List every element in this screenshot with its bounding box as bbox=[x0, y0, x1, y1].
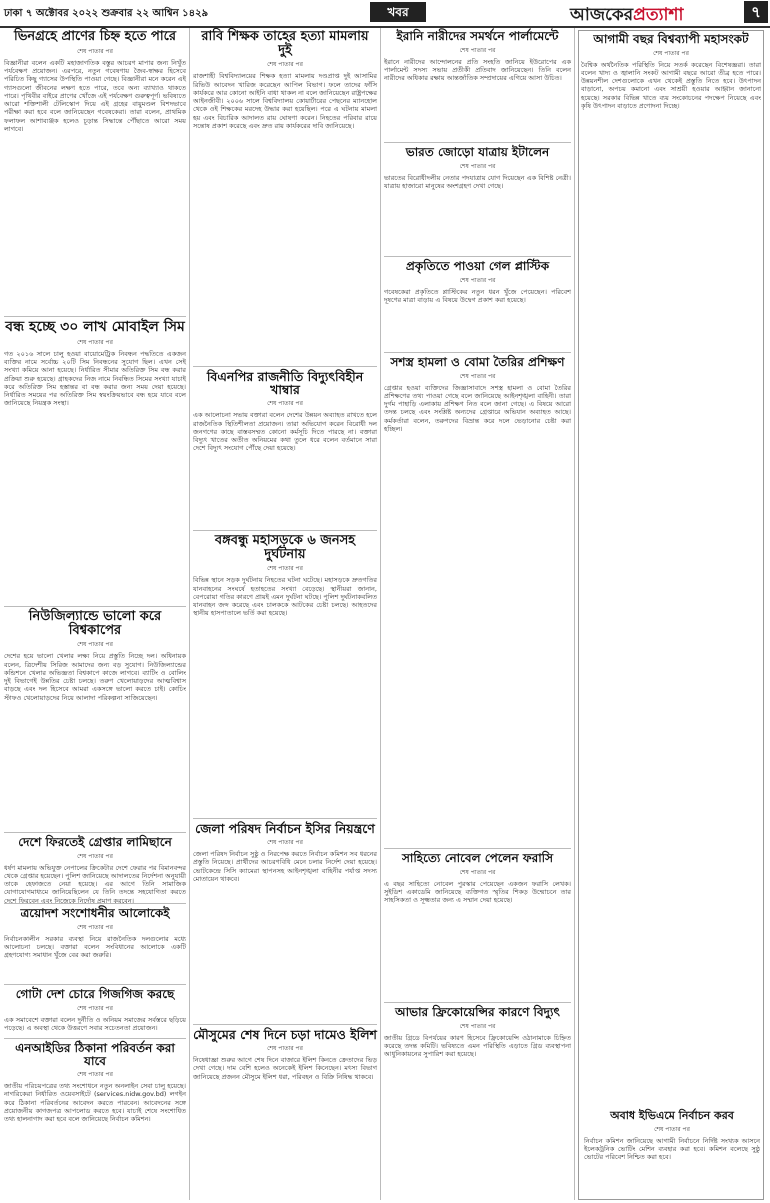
article-body: গবেষকেরা প্রকৃতিতে প্লাস্টিকের নতুন ধরন খুঁজে পেয়েছেন। পরিবেশ দূষণের মাত্রা বাড়ায় এ বিষয়ে উদ্বেগ প্রকাশ করা হয়েছে। bbox=[384, 287, 571, 304]
article-body: গত ২০১৬ সালে চালু হওয়া বায়োমেট্রিক নিবন্ধন পদ্ধতিতে একজন ব্যক্তির নামে সর্বোচ্চ ২০টি সিম নিবন্ধনের সুযোগ ছিল। এখন সেই সংখ্যা কমিয়ে আনা হয়েছে। নির্ধারিত সীমার অতিরিক্ত সিম বন্ধ করার প্রক্রিয়া শুরু হয়েছে। গ্রাহকদের নিজ নামে নিবন্ধিত সিমের সংখ্যা যাচাই করে অতিরিক্ত সিম হস্তান্তর বা বন্ধ করার জন্য সময় দেয়া হয়েছে। নির্ধারিত সময়ের পর অতিরিক্ত সিম স্বয়ংক্রিয়ভাবে বন্ধ হয়ে যাবে বলে জানিয়েছে নিয়ন্ত্রক সংস্থা। bbox=[4, 349, 186, 408]
continuation-note: শেষ পাতার পর bbox=[459, 162, 496, 170]
continuation-note: শেষ পাতার পর bbox=[267, 839, 303, 847]
article-headline: ইরানি নারীদের সমর্থনে পার্লামেন্টে bbox=[396, 29, 559, 43]
continuation-note: শেষ পাতার পর bbox=[459, 1022, 496, 1030]
article-headline: সাহিত্যে নোবেল পেলেন ফরাসি bbox=[401, 851, 554, 865]
article-headline: সশস্ত্র হামলা ও বোমা তৈরির প্রশিক্ষণ bbox=[390, 355, 565, 369]
continuation-note: শেষ পাতার পর bbox=[267, 400, 303, 408]
section-divider bbox=[4, 316, 186, 317]
section-divider bbox=[193, 530, 377, 531]
article-headline: বন্ধ হচ্ছে ৩০ লাখ মোবাইল সিম bbox=[5, 319, 185, 335]
article-body: এক সমাবেশে বক্তারা বলেন দুর্নীতি ও অনিয়ম সমাজের সর্বস্তরে ছড়িয়ে পড়েছে। এ অবস্থা থেকে উত্তরণে সবার সচেতনতা প্রয়োজন। bbox=[4, 1015, 186, 1032]
section-divider bbox=[4, 903, 186, 904]
continuation-note: শেষ পাতার পর bbox=[77, 641, 113, 649]
column-rule bbox=[574, 28, 575, 1200]
article-body: ইরানে নারীদের আন্দোলনের প্রতি সংহতি জানিয়ে ইউরোপের এক পার্লামেন্ট সদস্য সভায় প্রতীকী প্রতিবাদ জানিয়েছেন। তিনি বলেন নারীদের অধিকার রক্ষায় আন্তর্জাতিক সম্প্রদায়ের এগিয়ে আসা উচিত। bbox=[384, 57, 571, 83]
date-line: ঢাকা ৭ অক্টোবর ২০২২ শুক্রবার ২২ আশ্বিন ১৪২৯ bbox=[4, 8, 209, 19]
section-divider bbox=[193, 366, 377, 367]
section-divider bbox=[193, 1024, 377, 1025]
article-headline: ভিনগ্রহে প্রাণের চিহ্ন হতে পারে bbox=[14, 29, 176, 44]
newspaper-logo bbox=[570, 2, 683, 30]
continuation-note: শেষ পাতার পর bbox=[77, 852, 113, 860]
continuation-note: শেষ পাতার পর bbox=[77, 47, 113, 55]
section-divider bbox=[384, 848, 571, 849]
article-body: দেশের হয়ে ভালো খেলার লক্ষ্য নিয়ে প্রস্তুতি নিচ্ছে দল। অধিনায়ক বলেন, ত্রিদেশীয় সিরিজ আমাদের জন্য বড় সুযোগ। নিউজিল্যান্ডের কন্ডিশনে খেলার অভিজ্ঞতা বিশ্বকাপে কাজে লাগবে। ব্যাটিং ও বোলিং দুই বিভাগেই উন্নতির চেষ্টা চলছে। তরুণ খেলোয়াড়দের আত্মবিশ্বাস বাড়ছে এবং দল হিসেবে আমরা একসঙ্গে ভালো করতে চাই। কোচিং স্টাফও খেলোয়াড়দের নিয়ে আলাদা পরিকল্পনা সাজিয়েছেন। bbox=[4, 652, 186, 702]
article-headline: বিএনপির রাজনীতি বিদ্যুৎবিহীন খাম্বার bbox=[206, 369, 364, 398]
article-headline: অবাধ ইভিএমে নির্বাচন করব bbox=[610, 1109, 734, 1122]
section-divider bbox=[4, 984, 186, 985]
section-divider bbox=[384, 1002, 571, 1003]
continuation-note: শেষ পাতার পর bbox=[459, 276, 496, 284]
continuation-note: শেষ পাতার পর bbox=[459, 372, 496, 380]
column-rule bbox=[189, 28, 190, 1200]
article-headline: প্রকৃতিতে পাওয়া গেল প্লাস্টিক bbox=[405, 259, 550, 273]
article-body: ভারতের বিরোধীদলীয় নেতার পদযাত্রায় যোগ দিয়েছেন এক বিশিষ্ট নেত্রী। যাত্রায় হাজারো মানুষের অংশগ্রহণ দেখা গেছে। bbox=[384, 173, 571, 190]
continuation-note: শেষ পাতার পর bbox=[267, 61, 303, 69]
article bbox=[193, 370, 377, 528]
article-headline: দেশে ফিরতেই গ্রেপ্তার লামিছানে bbox=[18, 835, 172, 849]
section-divider bbox=[384, 142, 571, 143]
article-headline: এনআইডির ঠিকানা পরিবর্তন করা যাবে bbox=[15, 1041, 175, 1068]
article bbox=[4, 320, 186, 604]
page-number: ৭ bbox=[744, 1, 768, 23]
article-body: জেলা পরিষদ নির্বাচন সুষ্ঠু ও নিরপেক্ষ করতে নির্বাচন কমিশন সব ধরনের প্রস্তুতি নিয়েছে। প্রার্থীদের আচরণবিধি মেনে চলার নির্দেশ দেয়া হয়েছে। ভোটকেন্দ্রে সিসি ক্যামেরা স্থাপনসহ আইনশৃঙ্খলা বাহিনীর পর্যাপ্ত সদস্য মোতায়েন থাকবে। bbox=[193, 850, 377, 884]
article-body: ধর্ষণ মামলায় অভিযুক্ত নেপালের ক্রিকেটার দেশে ফেরার পর বিমানবন্দর থেকে গ্রেপ্তার হয়েছেন। পুলিশ জানিয়েছে আদালতের নির্দেশনা অনুযায়ী তাকে হেফাজতে নেয়া হয়েছে। এর আগে তিনি সামাজিক যোগাযোগমাধ্যমে জানিয়েছিলেন যে তিনি তদন্তে সহযোগিতা করতে দেশে ফিরবেন এবং নিজেকে নির্দোষ প্রমাণ করবেন। bbox=[4, 863, 186, 905]
logo-accent: প্রত্যাশা bbox=[633, 5, 684, 25]
continuation-note: শেষ পাতার পর bbox=[77, 1004, 113, 1012]
article-headline: আভার ফ্রিকোয়েন্সির কারণে বিদ্যুৎ bbox=[395, 1005, 560, 1019]
article bbox=[4, 610, 186, 830]
article-headline: গোটা দেশ চোরে গিজগিজ করছে bbox=[15, 987, 175, 1001]
logo-prefix: আজকের bbox=[570, 5, 634, 25]
article-headline: ভারত জোড়ো যাত্রায় ইটালেন bbox=[405, 145, 550, 159]
article bbox=[384, 30, 571, 140]
article bbox=[384, 146, 571, 254]
article-headline: জেলা পরিষদ নির্বাচন ইসির নিয়ন্ত্রণে bbox=[195, 821, 375, 836]
section-divider bbox=[4, 832, 186, 833]
article bbox=[193, 822, 377, 1022]
article-body: নির্বাচন কমিশন জানিয়েছে আগামী নির্বাচনে নির্দিষ্ট সংখ্যক আসনে ইলেকট্রনিক ভোটিং মেশিন ব্যবহার করা হবে। কমিশন বলেছে সুষ্ঠু ভোটের পরিবেশ নিশ্চিত করা হবে। bbox=[584, 1136, 760, 1162]
article-body: বৈশ্বিক অর্থনৈতিক পরিস্থিতি নিয়ে সতর্ক করেছেন বিশেষজ্ঞরা। তারা বলেন খাদ্য ও জ্বালানি সংকট আগামী বছরে আরো তীব্র হতে পারে। উন্নয়নশীল দেশগুলোকে এখন থেকেই প্রস্তুতি নিতে হবে। উৎপাদন বাড়ানো, অপচয় কমানো এবং সাশ্রয়ী হওয়ার আহ্বান জানানো হয়েছে। সরকার বিভিন্ন খাতে ব্যয় সংকোচনের পদক্ষেপ নিয়েছে এবং কৃষি উৎপাদন বাড়াতে প্রণোদনা দিচ্ছে। bbox=[581, 60, 761, 111]
article-body: গ্রেপ্তার হওয়া ব্যক্তিদের জিজ্ঞাসাবাদে সশস্ত্র হামলা ও বোমা তৈরির প্রশিক্ষণের তথ্য পাওয়া গেছে বলে জানিয়েছে আইনশৃঙ্খলা বাহিনী। তারা দুর্গম পাহাড়ি এলাকায় প্রশিক্ষণ নিত বলে জানা গেছে। এ বিষয়ে আরো তদন্ত চলছে এবং সংশ্লিষ্ট অন্যদের গ্রেপ্তারে অভিযান অব্যাহত আছে। কর্মকর্তারা বলেন, তরুণদের বিভ্রান্ত করে দলে ভেড়ানোর চেষ্টা করা হচ্ছিল। bbox=[384, 383, 571, 434]
page-header bbox=[0, 0, 770, 28]
article-headline: আগামী বছর বিশ্বব্যাপী মহাসংকট bbox=[593, 32, 749, 46]
article bbox=[193, 534, 377, 816]
article bbox=[4, 835, 186, 905]
article-body: জাতীয় গ্রিডে বিপর্যয়ের কারণ হিসেবে ফ্রিকোয়েন্সি ওঠানামাকে চিহ্নিত করেছে তদন্ত কমিটি। ভবিষ্যতে এমন পরিস্থিতি এড়াতে গ্রিড ব্যবস্থাপনা আধুনিকায়নের সুপারিশ করা হয়েছে। bbox=[384, 1033, 571, 1059]
article-body: নির্বাচনকালীন সরকার ব্যবস্থা নিয়ে রাজনৈতিক দলগুলোর মধ্যে আলোচনা চলছে। বক্তারা বলেন সংবিধানের আলোকে একটি গ্রহণযোগ্য সমাধান খুঁজে বের করা জরুরি। bbox=[4, 934, 186, 960]
article-body: এ বছর সাহিত্যে নোবেল পুরস্কার পেয়েছেন একজন ফরাসি লেখক। সুইডিশ একাডেমি জানিয়েছে ব্যক্তিগত স্মৃতির শিকড় উন্মোচনে তার সাহসিকতা ও সূক্ষ্মতার জন্য এ সম্মান দেয়া হয়েছে। bbox=[384, 879, 571, 905]
section-divider bbox=[193, 818, 377, 819]
article-body: বিজ্ঞানীরা বলেন একটি মহাজাগতিক বস্তুর আচরণ মাপার জন্য নিখুঁত পর্যবেক্ষণ প্রয়োজন। এরপরে, নতুন গবেষণায় জৈব-স্বাক্ষর হিসেবে পরিচিত কিছু গ্যাসের উপস্থিতি পাওয়া গেছে। বিজ্ঞানীরা মনে করেন এই গ্যাসগুলো জীবনের লক্ষণ হতে পারে, তবে অন্য ব্যাখ্যাও থাকতে পারে। পৃথিবীর বাইরে প্রাণের খোঁজে এই পর্যবেক্ষণ গুরুত্বপূর্ণ। ভবিষ্যতে আরো শক্তিশালী টেলিস্কোপ দিয়ে এই গ্রহের বায়ুমণ্ডল বিশদভাবে পরীক্ষা করা হবে বলে জানিয়েছেন গবেষকেরা। তারা বলেন, প্রাথমিক ফলাফল আশাব্যঞ্জক হলেও চূড়ান্ত সিদ্ধান্তে পৌঁছাতে আরো সময় লাগবে। bbox=[4, 58, 186, 134]
article-headline: রাবি শিক্ষক তাহের হত্যা মামলায় দুই bbox=[201, 29, 369, 58]
section-divider bbox=[384, 256, 571, 257]
section-divider bbox=[4, 1038, 186, 1039]
article bbox=[384, 356, 571, 846]
continuation-note: শেষ পাতার পর bbox=[77, 1071, 113, 1079]
article bbox=[384, 1006, 571, 1200]
article-headline: ত্রয়োদশ সংশোধনীর আলোকেই bbox=[20, 906, 170, 920]
article-body: রাজশাহী বিশ্ববিদ্যালয়ের শিক্ষক হত্যা মামলায় দণ্ডপ্রাপ্ত দুই আসামির রিভিউ আবেদন খারিজ করেছেন আপিল বিভাগ। ফলে তাদের ফাঁসি কার্যকরে আর কোনো আইনি বাধা থাকল না বলে জানিয়েছেন রাষ্ট্রপক্ষের আইনজীবী। ২০০৬ সালে বিশ্ববিদ্যালয় কোয়ার্টারের পেছনের ম্যানহোল থেকে ওই শিক্ষকের মরদেহ উদ্ধার করা হয়েছিল। পরে এ ঘটনায় মামলা হয় এবং বিচারিক আদালত রায় ঘোষণা করেন। নিহতের পরিবার রায়ে সন্তোষ প্রকাশ করেছে এবং দ্রুত রায় কার্যকরের দাবি জানিয়েছে। bbox=[193, 72, 377, 131]
article-body: এক আলোচনা সভায় বক্তারা বলেন দেশের উন্নয়ন অব্যাহত রাখতে হলে রাজনৈতিক স্থিতিশীলতা প্রয়োজন। তারা অভিযোগ করেন বিরোধী দল জনগণের কাছে বাস্তবসম্মত কোনো কর্মসূচি দিতে পারছে না। বক্তারা বিদ্যুৎ খাতের অতীত অনিয়মের কথা তুলে ধরে বলেন বর্তমানে সারা দেশে বিদ্যুৎ সংযোগ পৌঁছে দেয়া হয়েছে। bbox=[193, 411, 377, 453]
article-headline: বঙ্গবন্ধু মহাসড়কে ৬ জনসহ দুর্ঘটনায় bbox=[214, 533, 356, 562]
article-body: নিষেধাজ্ঞা শুরুর আগে শেষ দিনে বাজারে ইলিশ কিনতে ক্রেতাদের ভিড় দেখা গেছে। দাম বেশি হলেও অনেকেই ইলিশ কিনেছেন। মৎস্য বিভাগ জানিয়েছে প্রজনন মৌসুমে ইলিশ ধরা, পরিবহন ও বিক্রি নিষিদ্ধ থাকবে। bbox=[193, 1056, 377, 1081]
article bbox=[578, 30, 764, 1200]
continuation-note: শেষ পাতার পর bbox=[77, 923, 113, 931]
article-headline: নিউজিল্যান্ডে ভালো করে বিশ্বকাপের bbox=[28, 609, 162, 638]
article bbox=[193, 1028, 377, 1200]
section-divider bbox=[384, 352, 571, 353]
section-divider bbox=[4, 606, 186, 607]
continuation-note: শেষ পাতার পর bbox=[459, 46, 496, 54]
article bbox=[4, 988, 186, 1036]
continuation-note: শেষ পাতার পর bbox=[267, 565, 303, 573]
continuation-note: শেষ পাতার পর bbox=[77, 338, 113, 346]
article-body: জাতীয় পরিচয়পত্রের তথ্য সংশোধনে নতুন অনলাইন সেবা চালু হয়েছে। নাগরিকেরা নির্ধারিত ওয়েবসাইটে (services.nidw.gov.bd) লগইন করে ঠিকানা পরিবর্তনের আবেদন করতে পারবেন। আবেদনের সঙ্গে প্রয়োজনীয় কাগজপত্র আপলোড করতে হবে। যাচাই শেষে সংশোধিত তথ্য হালনাগাদ করা হবে বলে জানিয়েছে নির্বাচন কমিশন। bbox=[4, 1082, 186, 1124]
article bbox=[193, 30, 377, 364]
continuation-note: শেষ পাতার পর bbox=[267, 1045, 303, 1053]
article bbox=[384, 260, 571, 350]
continuation-note: শেষ পাতার পর bbox=[654, 1125, 690, 1133]
section-label: খবর bbox=[370, 2, 426, 22]
article bbox=[4, 907, 186, 981]
article bbox=[584, 1110, 760, 1196]
article bbox=[4, 30, 186, 312]
column-rule bbox=[380, 28, 381, 1200]
article bbox=[4, 1042, 186, 1200]
article-headline: মৌসুমের শেষ দিনে চড়া দামেও ইলিশ bbox=[193, 1027, 377, 1042]
continuation-note: শেষ পাতার পর bbox=[653, 49, 689, 57]
article bbox=[384, 852, 571, 1000]
article-body: বিভিন্ন স্থানে সড়ক দুর্ঘটনায় নিহতের ঘটনা ঘটেছে। মহাসড়কে দ্রুতগতির যানবাহনের সংঘর্ষে হতাহতের সংখ্যা বেড়েছে। স্থানীয়রা জানান, বেপরোয়া গতির কারণে প্রায়ই এমন দুর্ঘটনা ঘটছে। পুলিশ দুর্ঘটনাকবলিত যানবাহন জব্দ করেছে এবং চালককে আটকের চেষ্টা চলছে। আহতদের স্থানীয় হাসপাতালে ভর্তি করা হয়েছে। bbox=[193, 576, 377, 618]
continuation-note: শেষ পাতার পর bbox=[459, 868, 496, 876]
